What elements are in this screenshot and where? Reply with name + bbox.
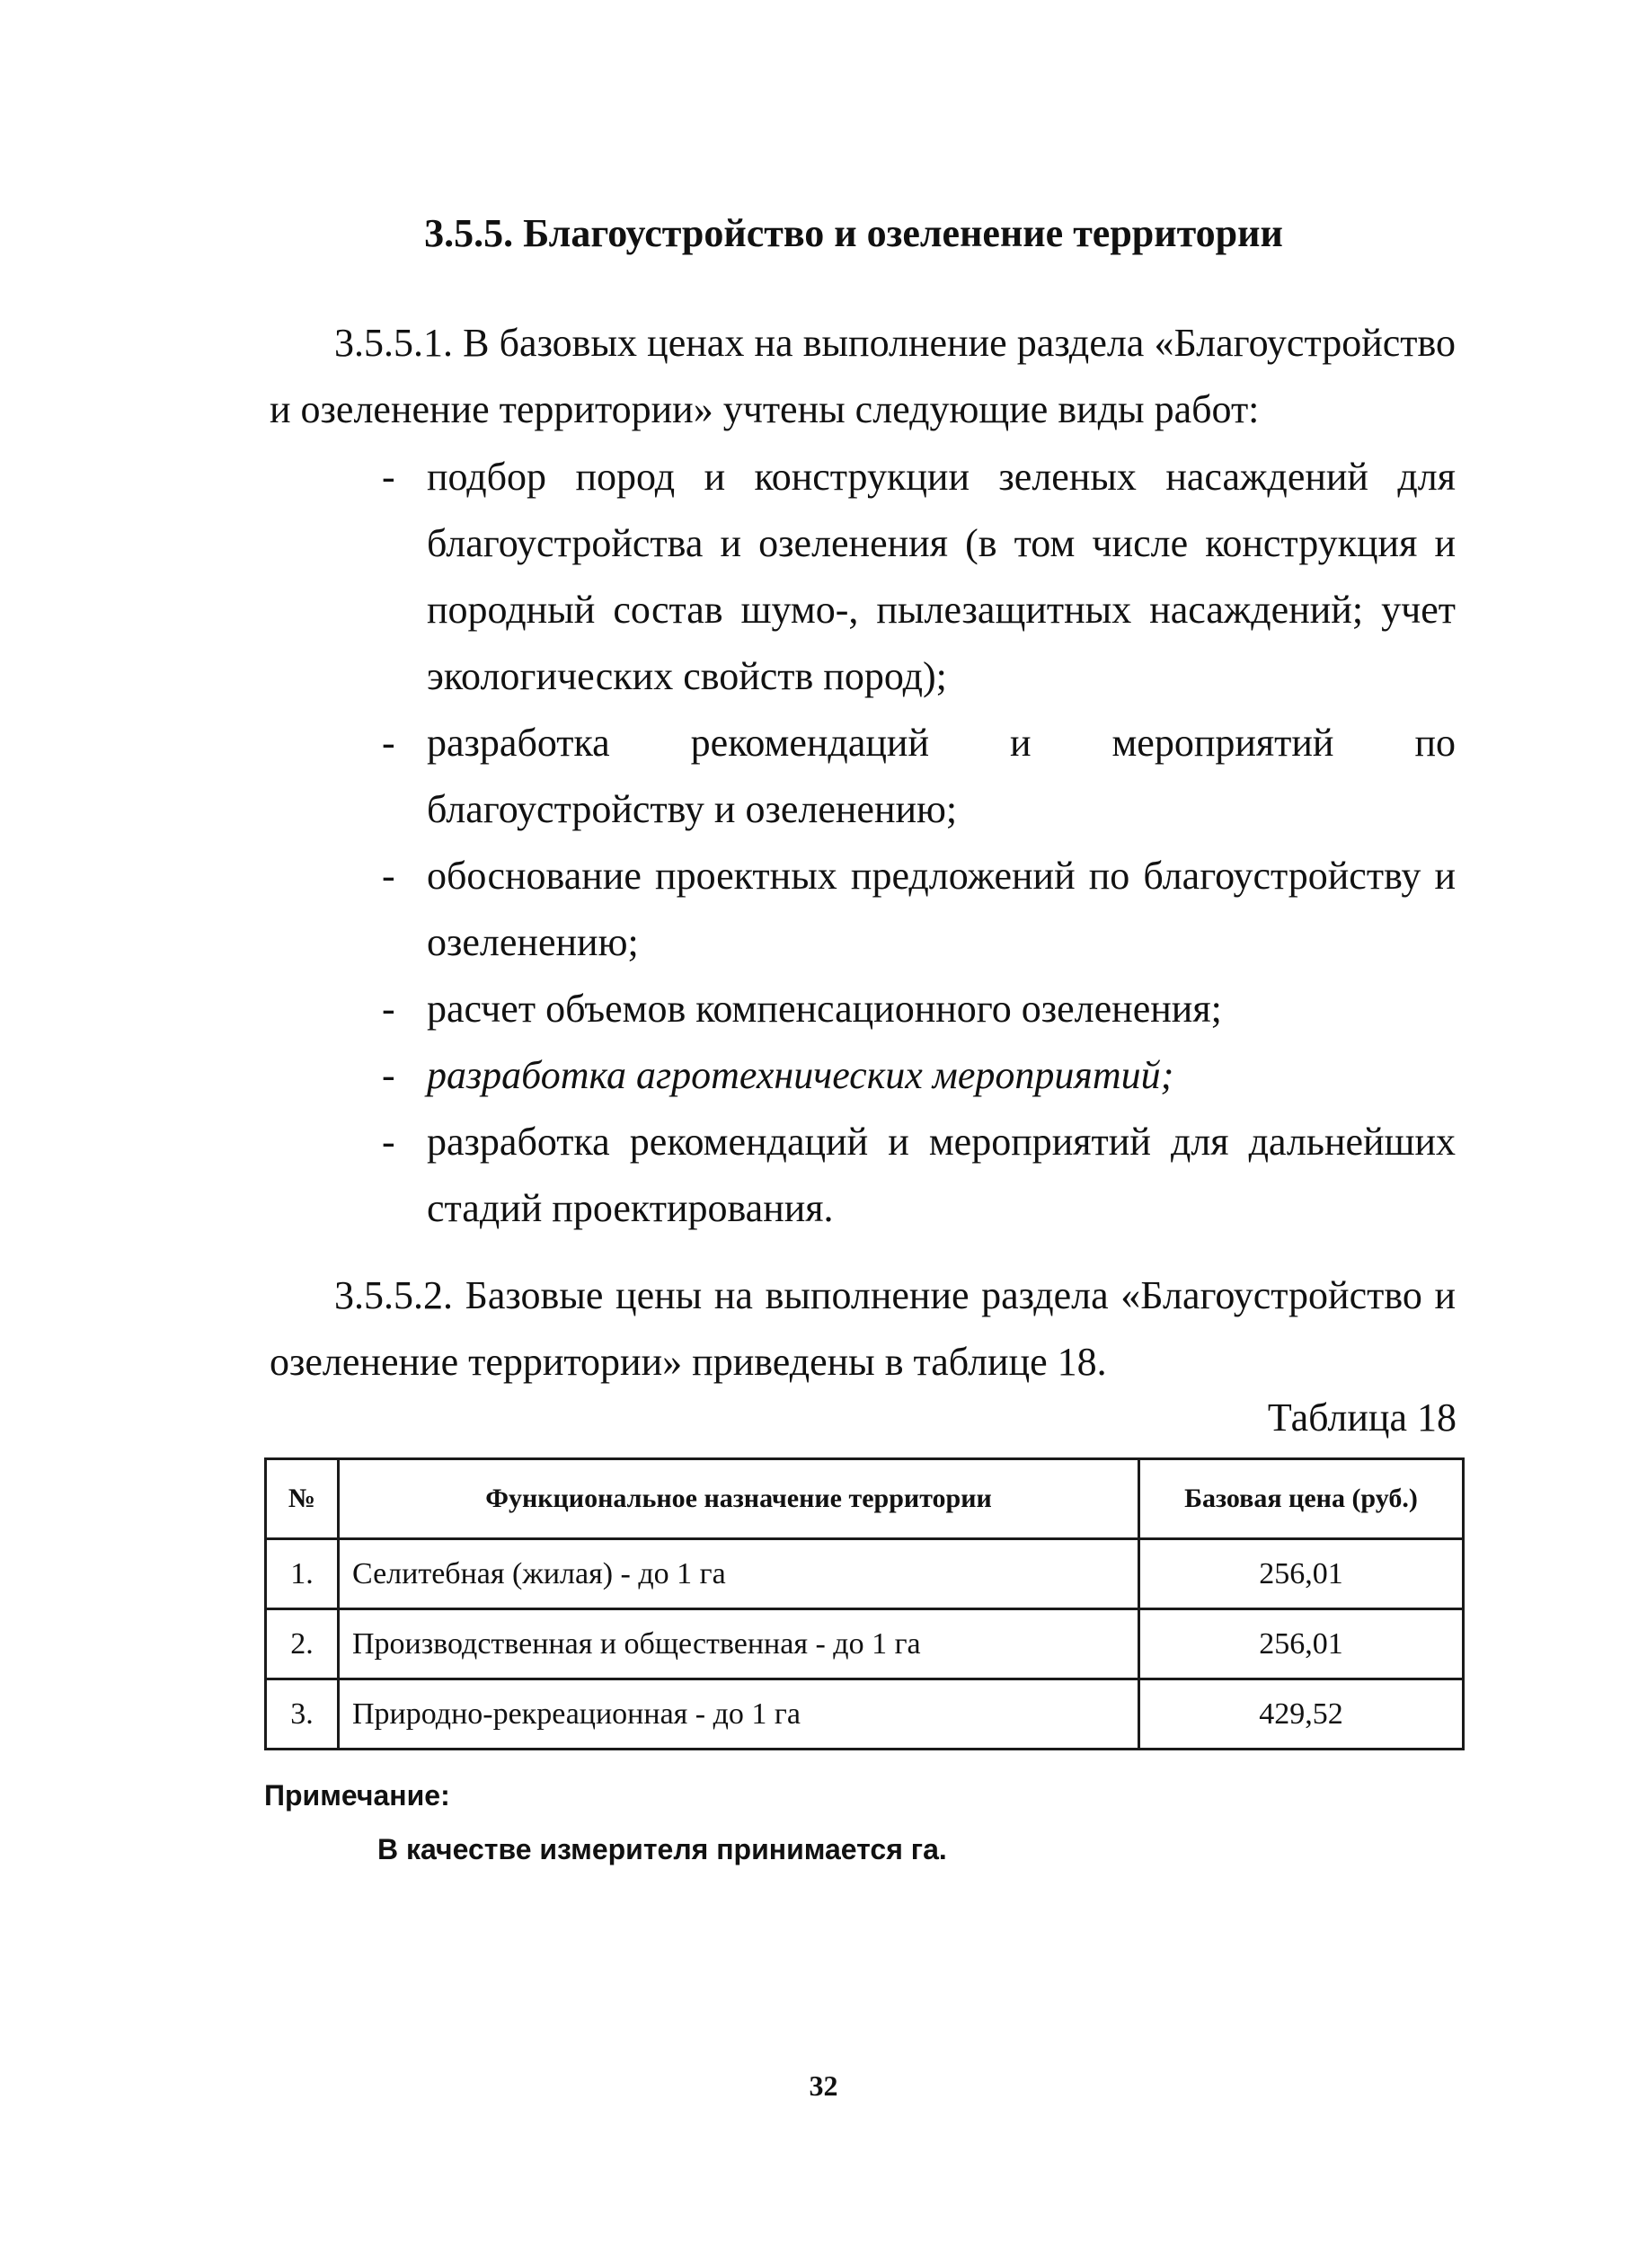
list-item	[270, 444, 1456, 710]
table-header-row	[266, 1459, 1464, 1539]
cell-price: 256,01	[1139, 1539, 1464, 1609]
list-item-text: обоснование проектных предложений по благоустройству и озеленению;	[427, 854, 1456, 964]
cell-num: 1.	[266, 1539, 339, 1609]
cell-price: 256,01	[1139, 1609, 1464, 1679]
table-row	[266, 1609, 1464, 1679]
cell-num: 3.	[266, 1679, 339, 1750]
list-item	[270, 843, 1456, 976]
list-item-text: разработка агротехнических мероприятий;	[427, 1053, 1174, 1097]
list-item	[270, 1109, 1456, 1242]
list-dash: -	[382, 1120, 395, 1164]
list-dash: -	[382, 1053, 395, 1097]
list-dash: -	[382, 721, 395, 765]
note-label: Примечание:	[264, 1779, 450, 1812]
list-item	[270, 710, 1456, 843]
list-dash: -	[382, 455, 395, 499]
section-title: 3.5.5. Благоустройство и озеленение территории	[424, 211, 1283, 255]
header-num: №	[266, 1459, 339, 1539]
table-caption: Таблица 18	[1267, 1395, 1457, 1440]
list-dash: -	[382, 854, 395, 898]
list-dash: -	[382, 987, 395, 1031]
cell-function: Производственная и общественная - до 1 га	[339, 1609, 1139, 1679]
header-price: Базовая цена (руб.)	[1139, 1459, 1464, 1539]
list-item	[270, 976, 1456, 1042]
paragraph-3-5-5-1: 3.5.5.1. В базовых ценах на выполнение раздела «Благоустройство и озеленение территории» учтены следующие виды работ:	[270, 321, 1456, 431]
table-row	[266, 1679, 1464, 1750]
work-types-list	[270, 444, 1456, 1242]
page-number: 32	[809, 2069, 838, 2102]
cell-function: Природно-рекреационная - до 1 га	[339, 1679, 1139, 1750]
header-function: Функциональное назначение территории	[339, 1459, 1139, 1539]
price-table	[264, 1457, 1465, 1750]
paragraph-3-5-5-2: 3.5.5.2. Базовые цены на выполнение раздела «Благоустройство и озеленение территории» приведены в таблице 18.	[270, 1273, 1456, 1384]
list-item-text: разработка рекомендаций и мероприятий для дальнейших стадий проектирования.	[427, 1120, 1456, 1230]
list-item	[270, 1042, 1456, 1109]
list-item-text: расчет объемов компенсационного озеленения;	[427, 987, 1222, 1031]
list-item-text: подбор пород и конструкции зеленых насаждений для благоустройства и озеленения (в том числе конструкция и породный состав шумо-, пылезащитных насаждений; учет экологических свойств пород);	[427, 455, 1456, 698]
cell-num: 2.	[266, 1609, 339, 1679]
cell-function: Селитебная (жилая) - до 1 га	[339, 1539, 1139, 1609]
cell-price: 429,52	[1139, 1679, 1464, 1750]
table-row	[266, 1539, 1464, 1609]
list-item-text: разработка рекомендаций и мероприятий по благоустройству и озеленению;	[427, 721, 1456, 831]
note-text: В качестве измерителя принимается га.	[377, 1833, 947, 1865]
